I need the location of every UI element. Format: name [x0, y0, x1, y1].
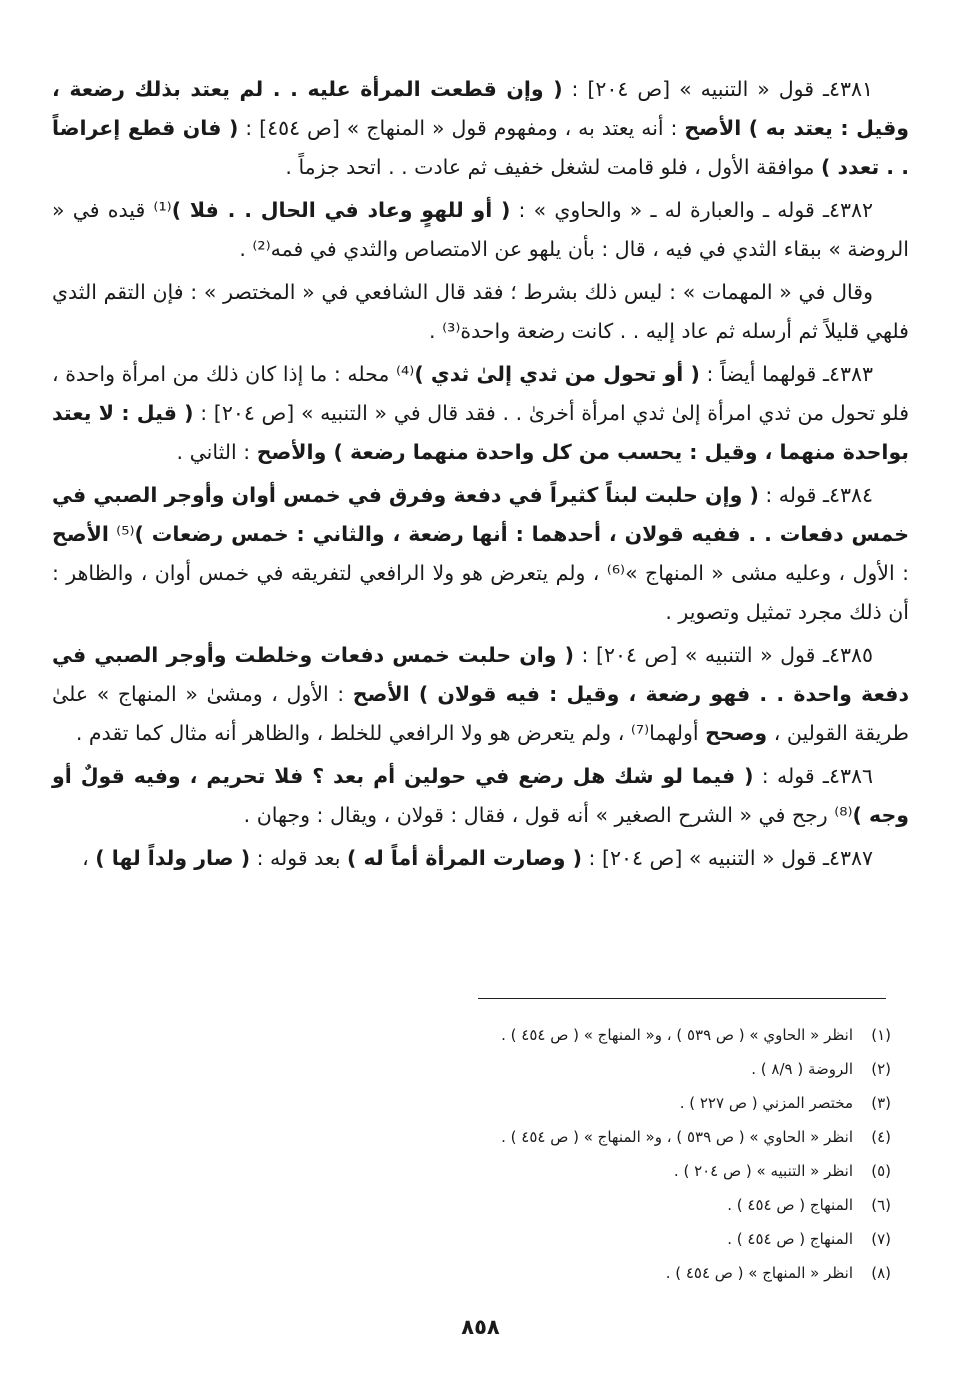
text-segment: ٤٣٨٣ـ قولهما أيضاً : — [699, 362, 873, 386]
footnote — [420, 1018, 891, 1052]
text-segment: : الأول ، وعليه مشى « المنهاج »⁽⁶⁾ ، ولم يتعرض هو ولا الرافعي لتفريقه في خمس أوان ، والظاهر : أن ذلك مجرد تمثيل وتصوير . — [52, 561, 909, 624]
text-segment: بعد قوله : — [250, 846, 348, 870]
text-segment: ⁽⁵⁾ — [108, 522, 135, 546]
footnote — [420, 1256, 891, 1290]
quoted-text: ( فان قطع إعراضاً . . تعدد ) — [52, 116, 909, 179]
text-segment: موافقة الأول ، فلو قامت لشغل خفيف ثم عادت . . اتحد جزماً . — [285, 155, 821, 179]
quoted-text: ( وان حلبت خمس دفعات وخلطت وأوجر الصبي في دفعة واحدة . . فهو رضعة ، وقيل : فيه قولان ) الأصح — [52, 643, 909, 706]
footnotes — [420, 1018, 891, 1290]
footnote-separator — [478, 998, 886, 999]
text-segment: ٤٣٨١ـ قول « التنبيه » [ص ٢٠٤] : — [562, 77, 874, 101]
footnote-text: انظر « التنبيه » ( ص ٢٠٤ ) . — [673, 1162, 853, 1180]
footnote — [420, 1154, 891, 1188]
footnote-number: (٦) — [871, 1196, 891, 1214]
footnote — [420, 1052, 891, 1086]
paragraph — [52, 636, 909, 753]
paragraph — [52, 476, 909, 632]
text-segment: ، — [82, 846, 96, 870]
quoted-text: ( أو تحول من ثدي إلىٰ ثدي ) — [414, 362, 700, 386]
quoted-text: ( وإن قطعت المرأة عليه . . لم يعتد بذلك رضعة ، وقيل : يعتد به ) الأصح — [52, 77, 909, 140]
quoted-text: ( صار ولداً لها ) — [95, 846, 251, 870]
quoted-text: الأصح — [52, 522, 109, 546]
quoted-text: ( أو للهوٍ وعاد في الحال . . فلا ) — [171, 198, 511, 222]
footnote — [420, 1188, 891, 1222]
footnote-text: المنهاج ( ص ٤٥٤ ) . — [727, 1196, 853, 1214]
text-segment: ٤٣٨٢ـ قوله ـ والعبارة له ـ « والحاوي » : — [510, 198, 873, 222]
footnote-number: (٢) — [871, 1060, 891, 1078]
quoted-text: ( وإن حلبت لبناً كثيراً في دفعة وفرق في خمس أوان وأوجر الصبي في خمس دفعات . . ففيه قولان ، أحدهما : أنها رضعة ، والثاني : خمس رضعات ) — [52, 483, 909, 546]
footnote-text: المنهاج ( ص ٤٥٤ ) . — [727, 1230, 853, 1248]
text-segment: ٤٣٨٥ـ قول « التنبيه » [ص ٢٠٤] : — [574, 643, 874, 667]
footnote-text: مختصر المزني ( ص ٢٢٧ ) . — [679, 1094, 853, 1112]
paragraph — [52, 191, 909, 269]
footnote-number: (٣) — [871, 1094, 891, 1112]
footnote-number: (٤) — [871, 1128, 891, 1146]
text-segment: وقال في « المهمات » : ليس ذلك بشرط ؛ فقد قال الشافعي في « المختصر » : فإن التقم الثدي فلهي قليلاً ثم أرسله ثم عاد إليه . . كانت رضعة واحدة⁽³⁾ . — [52, 280, 909, 343]
footnote-number: (٧) — [871, 1230, 891, 1248]
text-segment: ٤٣٨٦ـ قوله : — [753, 764, 873, 788]
text-segment: : أنه يعتد به ، ومفهوم قول « المنهاج » [ص ٤٥٤] : — [238, 116, 685, 140]
text-segment: ٤٣٨٤ـ قوله : — [758, 483, 873, 507]
text-segment: أولهما⁽⁷⁾ ، ولم يتعرض هو ولا الرافعي للخلط ، والظاهر أنه مثال كما تقدم . — [75, 721, 706, 745]
footnote-text: انظر « الحاوي » ( ص ٥٣٩ ) ، و« المنهاج » ( ص ٤٥٤ ) . — [501, 1128, 853, 1146]
quoted-text: ( فيما لو شك هل رضع في حولين أم بعد ؟ فلا تحريم ، وفيه قولٌ أو وجه ) — [52, 764, 909, 827]
paragraph — [52, 839, 909, 878]
paragraph — [52, 70, 909, 187]
quoted-text: ( قيل : لا يعتد بواحدة منهما ، وقيل : يحسب من كل واحدة منهما رضعة ) والأصح — [52, 401, 909, 464]
text-segment: : الأول ، ومشىٰ « المنهاج » علىٰ طريقة القولين ، — [52, 682, 909, 745]
footnote-text: انظر « الحاوي » ( ص ٥٣٩ ) ، و« المنهاج » ( ص ٤٥٤ ) . — [501, 1026, 853, 1044]
footnote-number: (١) — [871, 1026, 891, 1044]
text-segment: ⁽⁴⁾ محله : ما إذا كان ذلك من امرأة واحدة ، فلو تحول من ثدي امرأة إلىٰ ثدي امرأة أخرىٰ . . فقد قال في « التنبيه » [ص ٢٠٤] : — [52, 362, 910, 425]
footnote-number: (٥) — [871, 1162, 891, 1180]
footnote-text: الروضة ( ٨/٩ ) . — [751, 1060, 853, 1078]
quoted-text: ( وصارت المرأة أماً له ) — [347, 846, 583, 870]
text-segment: : الثاني . — [176, 440, 257, 464]
text-segment: ٤٣٨٧ـ قول « التنبيه » [ص ٢٠٤] : — [582, 846, 873, 870]
footnote-number: (٨) — [871, 1264, 891, 1282]
footnote-text: انظر « المنهاج » ( ص ٤٥٤ ) . — [665, 1264, 853, 1282]
page-number: ٨٥٨ — [461, 1315, 500, 1339]
footnote — [420, 1120, 891, 1154]
quoted-text: وصحح — [705, 721, 768, 745]
main-text — [52, 70, 909, 882]
footnote — [420, 1222, 891, 1256]
footnote — [420, 1086, 891, 1120]
text-segment: ⁽⁸⁾ رجح في « الشرح الصغير » أنه قول ، فقال : قولان ، ويقال : وجهان . — [243, 803, 853, 827]
text-segment: ⁽¹⁾ قيده في « الروضة » ببقاء الثدي في فيه ، قال : بأن يلهو عن الامتصاص والثدي في فمه⁽²⁾ . — [52, 198, 909, 261]
paragraph — [52, 355, 909, 472]
paragraph — [52, 757, 909, 835]
paragraph — [52, 273, 909, 351]
